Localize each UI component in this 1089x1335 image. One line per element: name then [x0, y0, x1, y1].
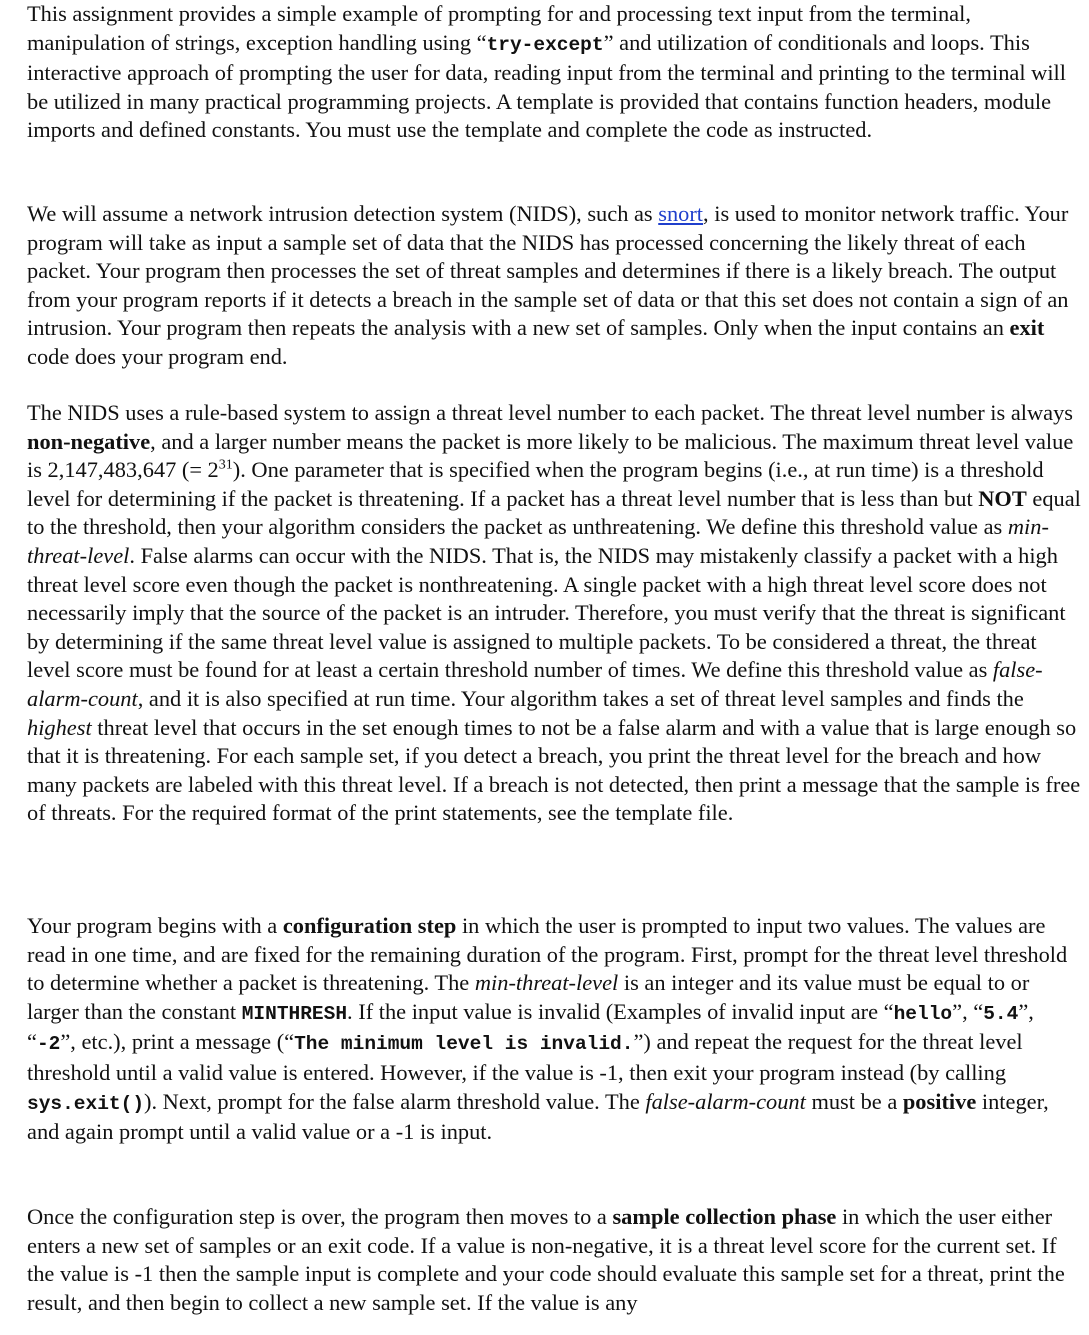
text-span: threat level that occurs in the set enough times to not be a false alarm and with a value that is large enough so that it is threatening. For each sample set, if you detect a breach, you print the threat level for the breach and how many packets are labeled with this threat level. If a breach is not detected, then print a message that the sample is free of threats. For the required format of the print statements, see the template file. — [27, 714, 1081, 826]
text-span: equal to the threshold, then your algorithm considers the packet as unthreatening. We define this threshold value as — [27, 485, 1081, 540]
text-span: integer, and again prompt until a valid value or a -1 is input. — [27, 1088, 1049, 1145]
inline-code: hello — [893, 1002, 953, 1025]
text-span: ”, “ — [27, 998, 1034, 1055]
text-span: We will assume a network intrusion detection system (NIDS), such as — [27, 201, 659, 226]
bold-text: configuration step — [282, 913, 457, 938]
text-span: in which the user is prompted to input two values. The values are read in one time, and are fixed for the remaining duration of the program. First, prompt for the threat level threshold to determine whether a packet is threatening. The — [27, 913, 1068, 996]
text-span: ”, “ — [952, 998, 984, 1024]
text-span: . False alarms can occur with the NIDS. That is, the NIDS may mistakenly classify a packet with a high threat level score even though the packet is nonthreatening. A single packet with a high threat level score does not necessarily imply that the source of the packet is an intruder. Therefore, you must verify that the threat is significant by determining if the same threat level value is assigned to multiple packets. To be considered a threat, the threat level score must be found for at least a certain threshold number of times. We define this threshold value as — [27, 542, 1066, 683]
text-span: in which the user either enters a new set of samples or an exit code. If a value is non-negative, it is a threat level score for the current set. If the value is -1 then the sample input is complete and your code should evaluate this sample set for a threat, print the result, and then begin to collect a new sample set. If the value is any — [27, 1204, 1065, 1315]
text-span: is an integer and its value must be equal to or larger than the constant — [27, 970, 1030, 1024]
italic-term: highest — [27, 714, 92, 740]
inline-code: 5.4 — [983, 1002, 1019, 1025]
inline-code: sys.exit() — [27, 1092, 145, 1115]
text-span: Your program begins with a — [27, 913, 283, 938]
inline-code: -2 — [36, 1033, 61, 1056]
text-span: ). One parameter that is specified when the program begins (i.e., at run time) is a threshold level for determining if the packet is threatening. If a packet has a threat level number that is less than but — [27, 457, 1044, 511]
bold-text: positive — [902, 1088, 977, 1114]
italic-term: false-alarm-count — [645, 1088, 806, 1114]
bold-text: exit — [1009, 315, 1045, 341]
italic-term: min-threat-level — [474, 970, 619, 996]
text-span: . If the input value is invalid (Examples of invalid input are “ — [347, 998, 894, 1024]
superscript: 31 — [218, 457, 233, 473]
text-span: , and it is also specified at run time. Your algorithm takes a set of threat level samples and finds the — [137, 685, 1024, 711]
bold-text: sample collection phase — [612, 1204, 837, 1229]
text-span: Once the configuration step is over, the program then moves to a — [27, 1204, 613, 1229]
text-span: , and a larger number means the packet is more likely to be malicious. The maximum threat level value is 2,147,483,647 (= 2 — [27, 428, 1074, 483]
paragraph-configuration — [27, 912, 1081, 1147]
snort-link[interactable]: snort — [658, 201, 704, 226]
text-span: This assignment provides a simple example of prompting for and processing text input from the terminal, manipulation of strings, exception handling using “ — [27, 1, 971, 55]
paragraph-intro — [27, 0, 1081, 145]
inline-code: The minimum level is invalid. — [294, 1033, 634, 1056]
italic-term: false-alarm-count — [27, 657, 1043, 711]
text-span: ”, etc.), print a message (“ — [60, 1029, 295, 1055]
paragraph-sample-collection — [27, 1203, 1081, 1317]
text-span: code does your program end. — [27, 343, 288, 369]
text-span: , is used to monitor network traffic. Your program will take as input a sample set of data that the NIDS has processed concerning the likely threat of each packet. Your program then processes the set of threat samples and determines if there is a likely breach. The output from your program reports if it detects a breach in the sample set of data or that this set does not contain a sign of an intrusion. Your program then repeats the analysis with a new set of samples. Only when the input contains an — [27, 201, 1069, 341]
inline-code: MINTHRESH — [241, 1002, 348, 1025]
bold-text: non-negative — [27, 428, 151, 454]
paragraph-nids — [27, 200, 1081, 372]
text-span: ). Next, prompt for the false alarm threshold value. The — [144, 1088, 646, 1114]
paragraph-threat-level — [27, 399, 1081, 828]
text-span: must be a — [805, 1088, 903, 1114]
text-span: The NIDS uses a rule-based system to assign a threat level number to each packet. The threat level number is always — [27, 400, 1074, 425]
inline-code: try-except — [486, 33, 604, 56]
text-span: ” and utilization of conditionals and loops. This interactive approach of prompting the user for data, reading input from the terminal and printing to the terminal will be utilized in many practical programming projects. A template is provided that contains function headers, module imports and defined constants. You must use the template and complete the code as instructed. — [27, 29, 1066, 143]
bold-text: NOT — [978, 485, 1027, 511]
italic-term: min-threat-level — [27, 514, 1049, 568]
text-span: ”) and repeat the request for the threat level threshold until a valid value is entered. However, if the value is -1, then exit your program instead (by calling — [27, 1029, 1023, 1085]
